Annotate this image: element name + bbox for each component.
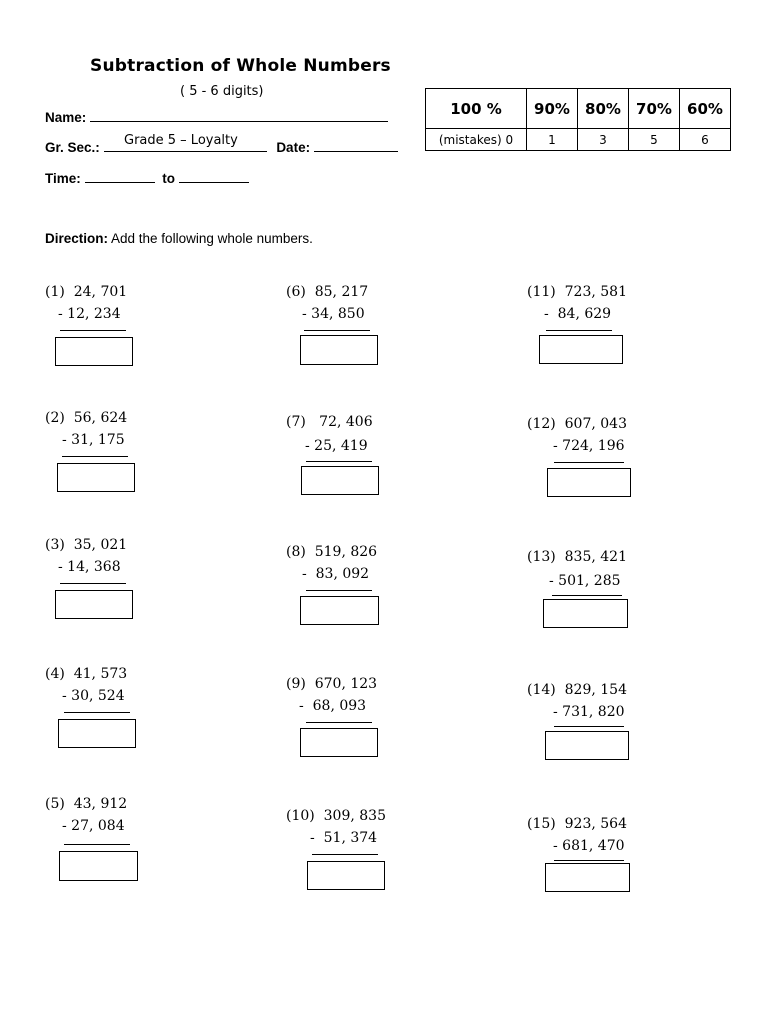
problem-5-bottom: - 27, 084 — [62, 818, 125, 834]
worksheet-title: Subtraction of Whole Numbers — [90, 56, 391, 76]
problem-6-underline — [304, 330, 370, 331]
problem-11-answer-box[interactable] — [539, 335, 623, 364]
problem-5-answer-box[interactable] — [59, 851, 138, 881]
problem-4-answer-box[interactable] — [58, 719, 136, 748]
problem-3-top: (3) 35, 021 — [45, 537, 128, 553]
direction-body: Add the following whole numbers. — [108, 231, 313, 246]
problem-13-underline — [552, 595, 622, 596]
problem-8-bottom: - 83, 092 — [302, 566, 370, 582]
problem-4-bottom: - 30, 524 — [62, 688, 125, 704]
problem-11-bottom: - 84, 629 — [544, 306, 612, 322]
problem-9-answer-box[interactable] — [300, 728, 378, 757]
percent-cell: 60% — [680, 89, 731, 129]
time-end-blank[interactable] — [179, 170, 249, 183]
direction-label: Direction: — [45, 231, 109, 246]
name-field — [45, 109, 388, 125]
problem-3-answer-box[interactable] — [55, 590, 133, 619]
problem-9-underline — [306, 722, 372, 723]
problem-8-answer-box[interactable] — [300, 596, 379, 625]
problem-14-underline — [554, 726, 624, 727]
problem-2-bottom: - 31, 175 — [62, 432, 125, 448]
worksheet-subtitle: ( 5 - 6 digits) — [180, 84, 264, 99]
problem-4-underline — [64, 712, 130, 713]
problem-13-top: (13) 835, 421 — [527, 549, 627, 565]
problem-9-bottom: - 68, 093 — [299, 698, 367, 714]
problem-14-bottom: - 731, 820 — [553, 704, 625, 720]
problem-15-top: (15) 923, 564 — [527, 816, 627, 832]
problem-6-top: (6) 85, 217 — [286, 284, 369, 300]
mistakes-cell: 3 — [578, 129, 629, 151]
problem-10-bottom: - 51, 374 — [310, 830, 378, 846]
problem-12-bottom: - 724, 196 — [553, 438, 625, 454]
problem-13-answer-box[interactable] — [543, 599, 628, 628]
score-table — [425, 88, 731, 151]
problem-1-top: (1) 24, 701 — [45, 284, 128, 300]
problem-2-underline — [62, 456, 128, 457]
mistakes-cell: 1 — [527, 129, 578, 151]
problem-7-underline — [306, 461, 372, 462]
problem-10-top: (10) 309, 835 — [286, 808, 386, 824]
problem-7-top: (7) 72, 406 — [286, 414, 373, 430]
problem-10-underline — [312, 854, 378, 855]
problem-4-top: (4) 41, 573 — [45, 666, 128, 682]
problem-6-answer-box[interactable] — [300, 335, 378, 365]
problem-15-bottom: - 681, 470 — [553, 838, 625, 854]
to-label: to — [162, 171, 176, 186]
mistakes-cell: (mistakes) 0 — [426, 129, 527, 151]
problem-2-answer-box[interactable] — [57, 463, 135, 492]
problem-9-top: (9) 670, 123 — [286, 676, 378, 692]
problem-2-top: (2) 56, 624 — [45, 410, 128, 426]
problem-12-top: (12) 607, 043 — [527, 416, 627, 432]
problem-13-bottom: - 501, 285 — [549, 573, 621, 589]
problem-1-answer-box[interactable] — [55, 337, 133, 366]
mistakes-cell: 5 — [629, 129, 680, 151]
problem-5-underline — [64, 844, 130, 845]
problem-10-answer-box[interactable] — [307, 861, 385, 890]
mistakes-row — [426, 129, 731, 151]
percent-cell: 80% — [578, 89, 629, 129]
problem-15-answer-box[interactable] — [545, 863, 630, 892]
percent-cell: 90% — [527, 89, 578, 129]
problem-1-bottom: - 12, 234 — [58, 306, 121, 322]
problem-7-answer-box[interactable] — [301, 466, 379, 495]
problem-12-answer-box[interactable] — [547, 468, 631, 497]
time-start-blank[interactable] — [85, 170, 155, 183]
problem-11-underline — [546, 330, 612, 331]
mistakes-cell: 6 — [680, 129, 731, 151]
grsec-label: Gr. Sec.: — [45, 140, 100, 155]
direction-text — [45, 231, 313, 246]
problem-15-underline — [554, 860, 624, 861]
problem-14-top: (14) 829, 154 — [527, 682, 627, 698]
problem-6-bottom: - 34, 850 — [302, 306, 365, 322]
problem-12-underline — [554, 462, 624, 463]
problem-5-top: (5) 43, 912 — [45, 796, 128, 812]
problem-11-top: (11) 723, 581 — [527, 284, 627, 300]
percent-row — [426, 89, 731, 129]
time-label: Time: — [45, 171, 81, 186]
percent-cell: 100 % — [426, 89, 527, 129]
name-blank[interactable] — [90, 109, 388, 122]
problem-8-top: (8) 519, 826 — [286, 544, 378, 560]
grsec-value: Grade 5 – Loyalty — [124, 133, 238, 148]
problem-3-underline — [60, 583, 126, 584]
problem-1-underline — [60, 330, 126, 331]
problem-8-underline — [306, 590, 372, 591]
date-label: Date: — [276, 140, 311, 155]
name-label: Name: — [45, 110, 87, 125]
percent-cell: 70% — [629, 89, 680, 129]
problem-7-bottom: - 25, 419 — [305, 438, 368, 454]
time-field — [45, 170, 249, 186]
problem-3-bottom: - 14, 368 — [58, 559, 121, 575]
date-blank[interactable] — [314, 139, 398, 152]
problem-14-answer-box[interactable] — [545, 731, 629, 760]
